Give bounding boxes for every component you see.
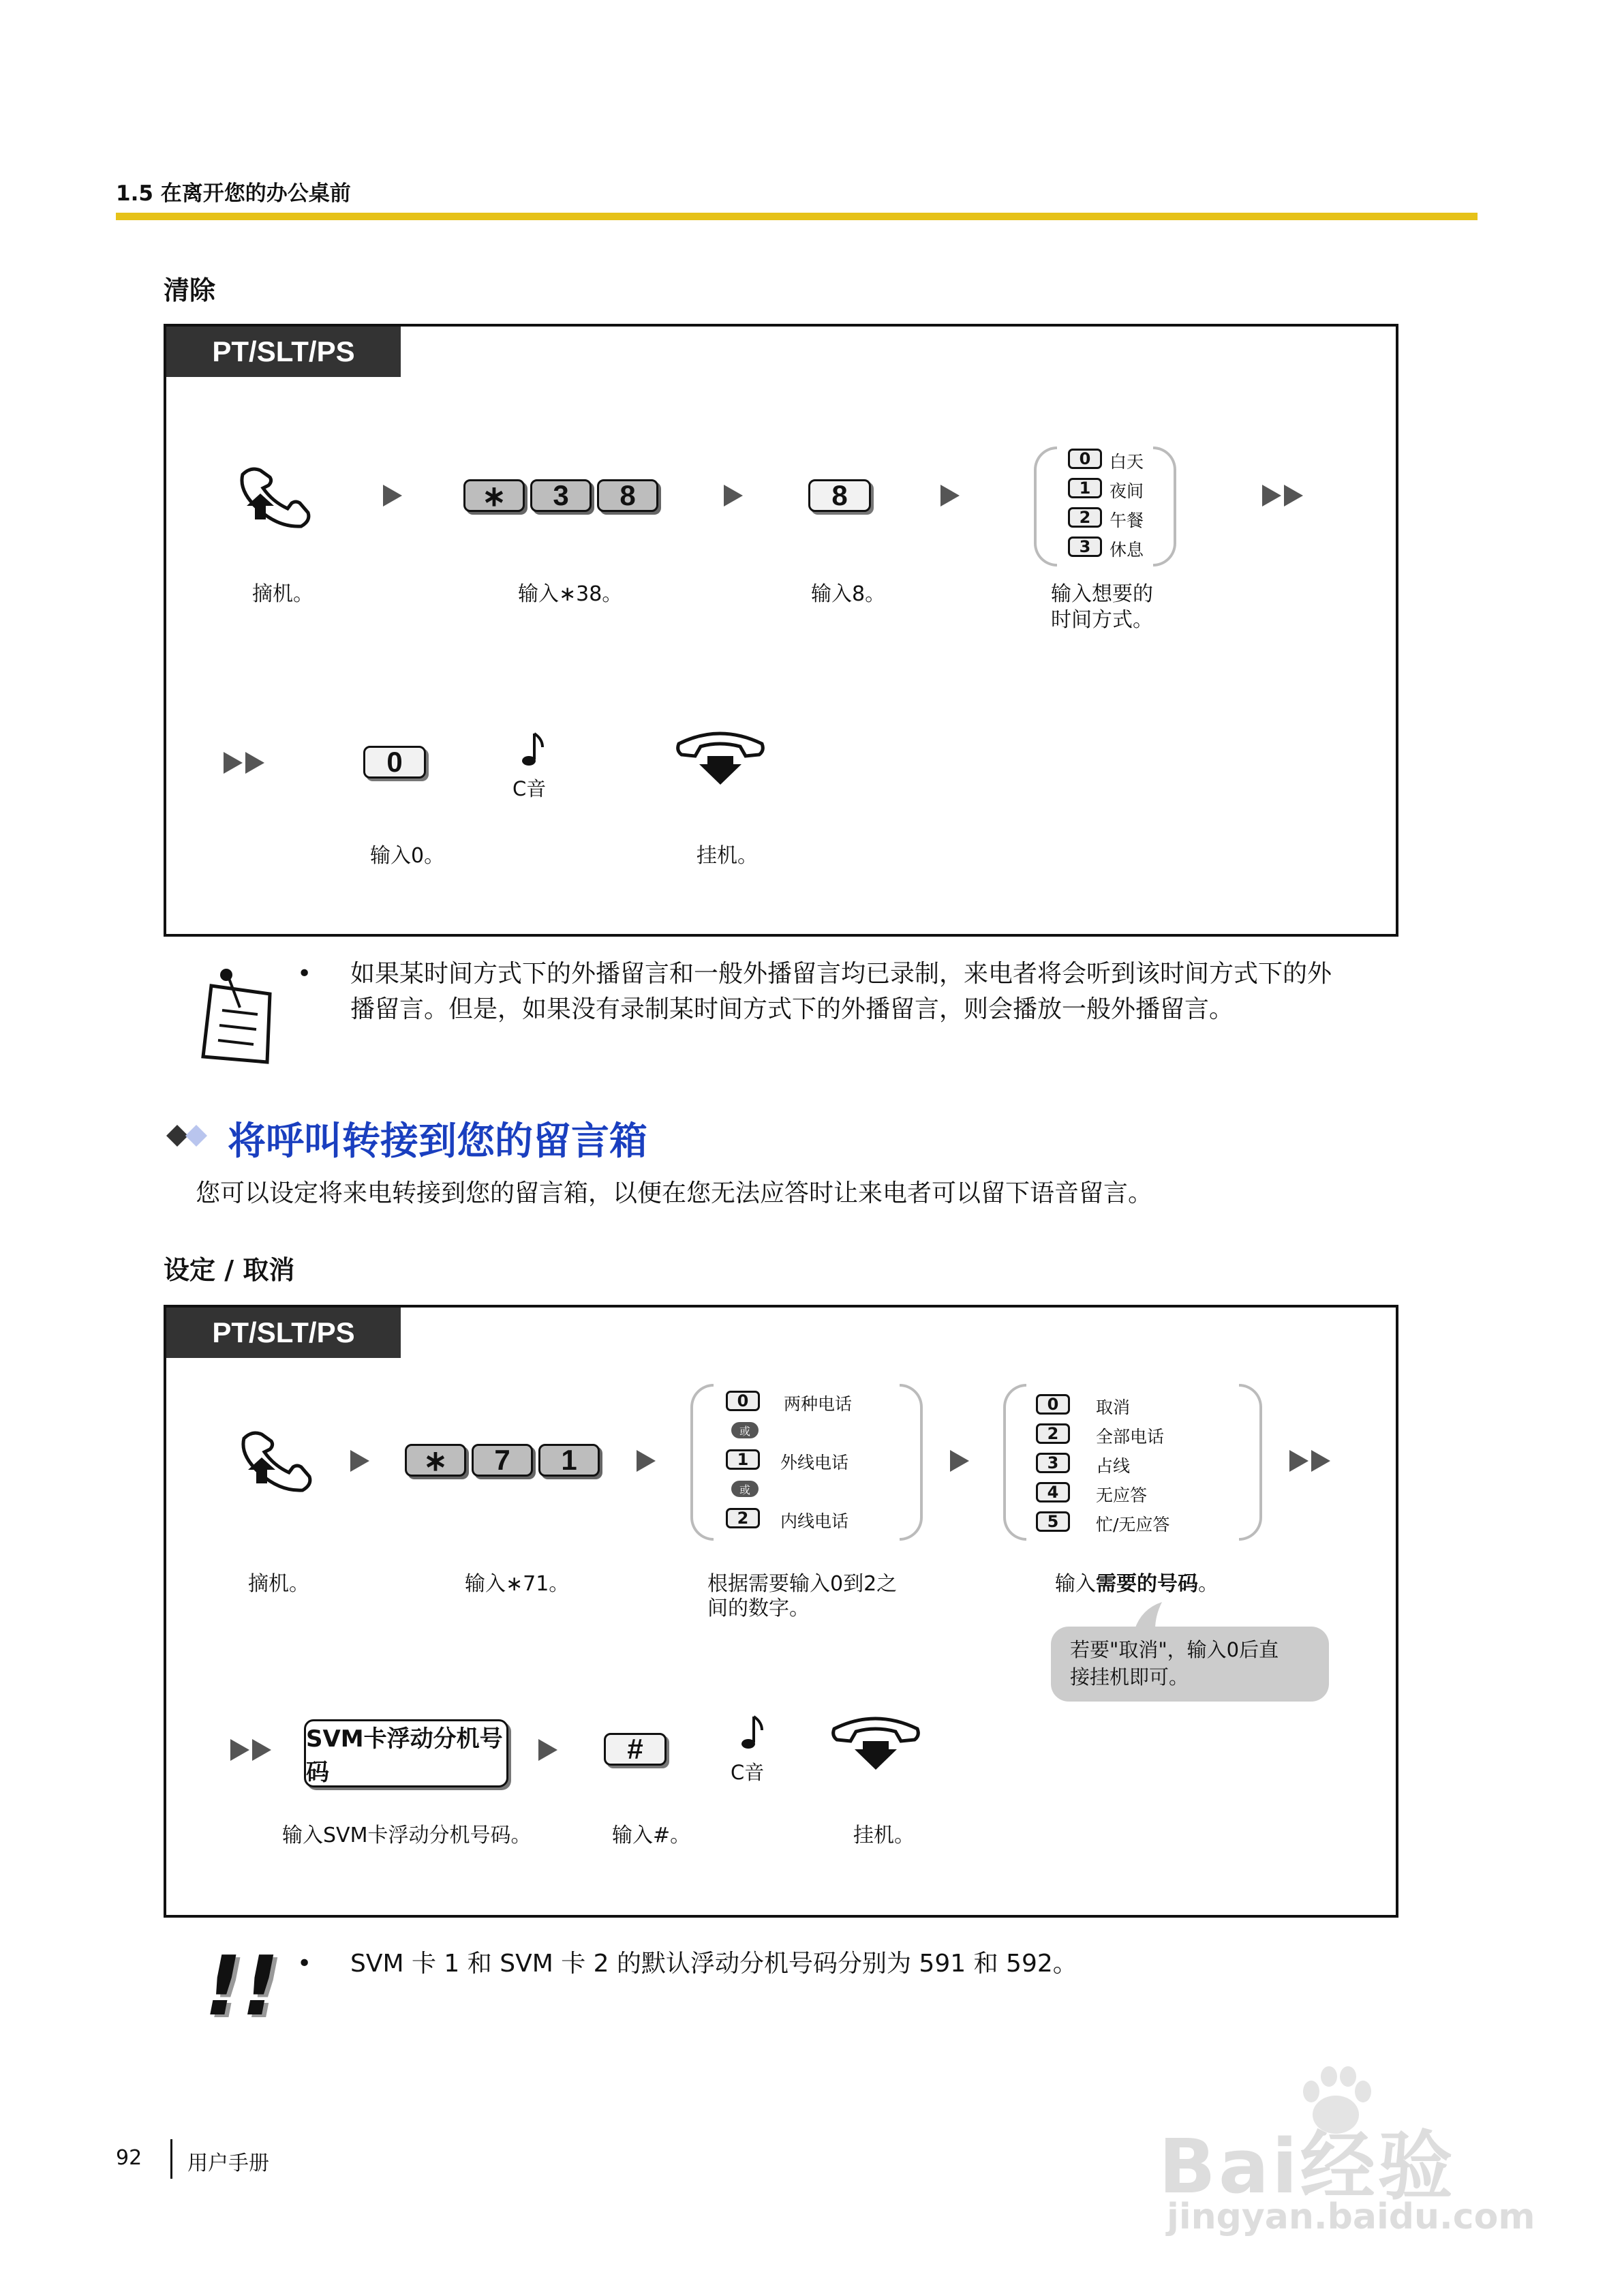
option-label-0: 取消: [1096, 1398, 1131, 1417]
ctone-note-icon-2: [739, 1712, 766, 1753]
cancel-hint-bubble: [1051, 1627, 1329, 1702]
note1-bullet: •: [297, 960, 312, 988]
double-arrow-b1: [224, 752, 243, 774]
option-label-5: 忙/无应答: [1096, 1515, 1170, 1535]
calltype-key-1: 1: [726, 1449, 760, 1470]
mode-label-1: 夜间: [1110, 481, 1144, 501]
double-arrow-a1: [1262, 485, 1281, 507]
double-arrow-a2: [1284, 485, 1303, 507]
ctone-note-icon: [519, 729, 547, 770]
keys-star71: [405, 1444, 600, 1477]
label-onhook: 挂机。: [697, 844, 758, 868]
key-1: 1: [538, 1444, 600, 1477]
clear-panel: [164, 324, 1398, 937]
or-badge-1: 或: [731, 1422, 759, 1438]
note1-line2: 播留言。但是，如果没有录制某时间方式下的外播留言，则会播放一般外播留言。: [350, 995, 1234, 1023]
key-0: 0: [363, 746, 426, 779]
label-enter02-1: 根据需要输入0到2之: [707, 1572, 898, 1596]
note-pad-icon: [195, 967, 284, 1069]
label-onhook-2: 挂机。: [853, 1824, 915, 1847]
label-mode-1: 输入想要的: [1051, 582, 1153, 606]
label-enter02-2: 间的数字。: [707, 1597, 810, 1620]
calltype-label-0: 两种电话: [784, 1394, 853, 1414]
label-enter38: 输入∗38。: [518, 582, 623, 606]
diamond-bullet-icon: [164, 1122, 218, 1149]
bubble-line-1: 若要"取消"，输入0后直: [1070, 1638, 1279, 1661]
calltype-key-0: 0: [726, 1391, 760, 1411]
arrow-2: [724, 485, 743, 507]
arrow-f2: [637, 1450, 656, 1472]
paren-right: [1153, 447, 1176, 567]
calltype-label-2: 内线电话: [780, 1511, 849, 1531]
double-arrow-c2: [1311, 1450, 1330, 1472]
ctone-label: C音: [512, 777, 547, 800]
arrow-f3: [950, 1450, 969, 1472]
ctone-label-2: C音: [731, 1761, 765, 1784]
arrow-3: [940, 485, 960, 507]
paren-right-2: [900, 1384, 923, 1541]
note2-bullet: •: [297, 1950, 312, 1978]
label-enter71: 输入∗71。: [465, 1572, 570, 1596]
calltype-key-2: 2: [726, 1508, 760, 1528]
forward-description: 您可以设定将来电转接到您的留言箱，以便在您无法应答时让来电者可以留下语音留言。: [196, 1179, 1153, 1207]
label-offhook-2: 摘机。: [248, 1572, 309, 1596]
clear-title: 清除: [164, 275, 216, 305]
bubble-tail: [1128, 1602, 1169, 1629]
keys-star38: [463, 479, 658, 512]
footer-divider: [170, 2139, 172, 2179]
arrow-f1: [350, 1450, 369, 1472]
watermark-main: Bai经验: [1159, 2123, 1456, 2210]
option-key-4: 4: [1036, 1482, 1070, 1502]
label-enter-svm: 输入SVM卡浮动分机号码。: [282, 1824, 532, 1847]
section-header: 1.5 在离开您的办公桌前: [116, 181, 351, 206]
note2-text: SVM 卡 1 和 SVM 卡 2 的默认浮动分机号码分别为 591 和 592。: [350, 1950, 1077, 1978]
mode-key-1: 1: [1068, 478, 1102, 498]
key-hash: #: [604, 1733, 667, 1766]
forward-title: 将呼叫转接到您的留言箱: [228, 1119, 647, 1164]
forward-subtitle: 设定 / 取消: [164, 1255, 295, 1285]
arrow-1: [383, 485, 402, 507]
paren-left-2: [690, 1384, 714, 1541]
header-rule: [116, 213, 1478, 220]
paren-left-3: [1003, 1384, 1026, 1541]
key-star-2: ∗: [405, 1444, 466, 1477]
offhook-handset-icon: [230, 461, 315, 529]
key-8-single: 8: [808, 479, 871, 512]
mode-key-2: 2: [1068, 507, 1102, 528]
option-key-3: 3: [1036, 1453, 1070, 1473]
arrow-g1: [538, 1739, 557, 1761]
double-arrow-d1: [230, 1739, 249, 1761]
option-label-2: 全部电话: [1096, 1427, 1165, 1447]
option-key-2: 2: [1036, 1423, 1070, 1444]
option-label-4: 无应答: [1096, 1485, 1148, 1505]
key-star: ∗: [463, 479, 525, 512]
onhook-handset-icon-2: [830, 1711, 921, 1772]
paren-right-3: [1239, 1384, 1262, 1541]
double-arrow-b2: [245, 752, 264, 774]
option-key-5: 5: [1036, 1511, 1070, 1532]
label-enter8: 输入8。: [811, 582, 886, 606]
mode-label-2: 午餐: [1110, 511, 1144, 530]
page-number: 92: [116, 2146, 142, 2170]
label-enter-hash: 输入#。: [612, 1824, 691, 1847]
label-offhook: 摘机。: [252, 582, 313, 606]
mode-key-3: 3: [1068, 537, 1102, 557]
offhook-handset-icon-2: [232, 1425, 316, 1493]
svm-extension-box: SVM卡浮动分机号码: [304, 1719, 508, 1787]
calltype-label-1: 外线电话: [780, 1453, 849, 1472]
label-enter0: 输入0。: [370, 844, 445, 868]
key-3: 3: [530, 479, 592, 512]
mode-label-3: 休息: [1110, 540, 1144, 560]
key-8: 8: [597, 479, 658, 512]
mode-label-0: 白天: [1110, 452, 1144, 472]
bubble-line-2: 接挂机即可。: [1070, 1665, 1189, 1689]
label-enter-needed: 输入需要的号码。: [1055, 1572, 1219, 1596]
footer-title: 用户手册: [187, 2151, 269, 2175]
watermark-sub: jingyan.baidu.com: [1167, 2196, 1535, 2237]
forward-tab: PT/SLT/PS: [166, 1308, 401, 1358]
option-label-3: 占线: [1096, 1456, 1131, 1476]
onhook-handset-icon: [675, 726, 766, 787]
paren-left: [1034, 447, 1057, 567]
mode-key-0: 0: [1068, 449, 1102, 469]
label-mode-2: 时间方式。: [1051, 608, 1153, 632]
clear-tab: PT/SLT/PS: [166, 327, 401, 377]
option-key-0: 0: [1036, 1394, 1070, 1415]
or-badge-2: 或: [731, 1481, 759, 1497]
key-7: 7: [472, 1444, 533, 1477]
double-arrow-c1: [1289, 1450, 1309, 1472]
double-arrow-d2: [252, 1739, 271, 1761]
note1-line1: 如果某时间方式下的外播留言和一般外播留言均已录制，来电者将会听到该时间方式下的外: [350, 960, 1332, 988]
warning-exclaim-icon: !!: [204, 1939, 279, 2034]
